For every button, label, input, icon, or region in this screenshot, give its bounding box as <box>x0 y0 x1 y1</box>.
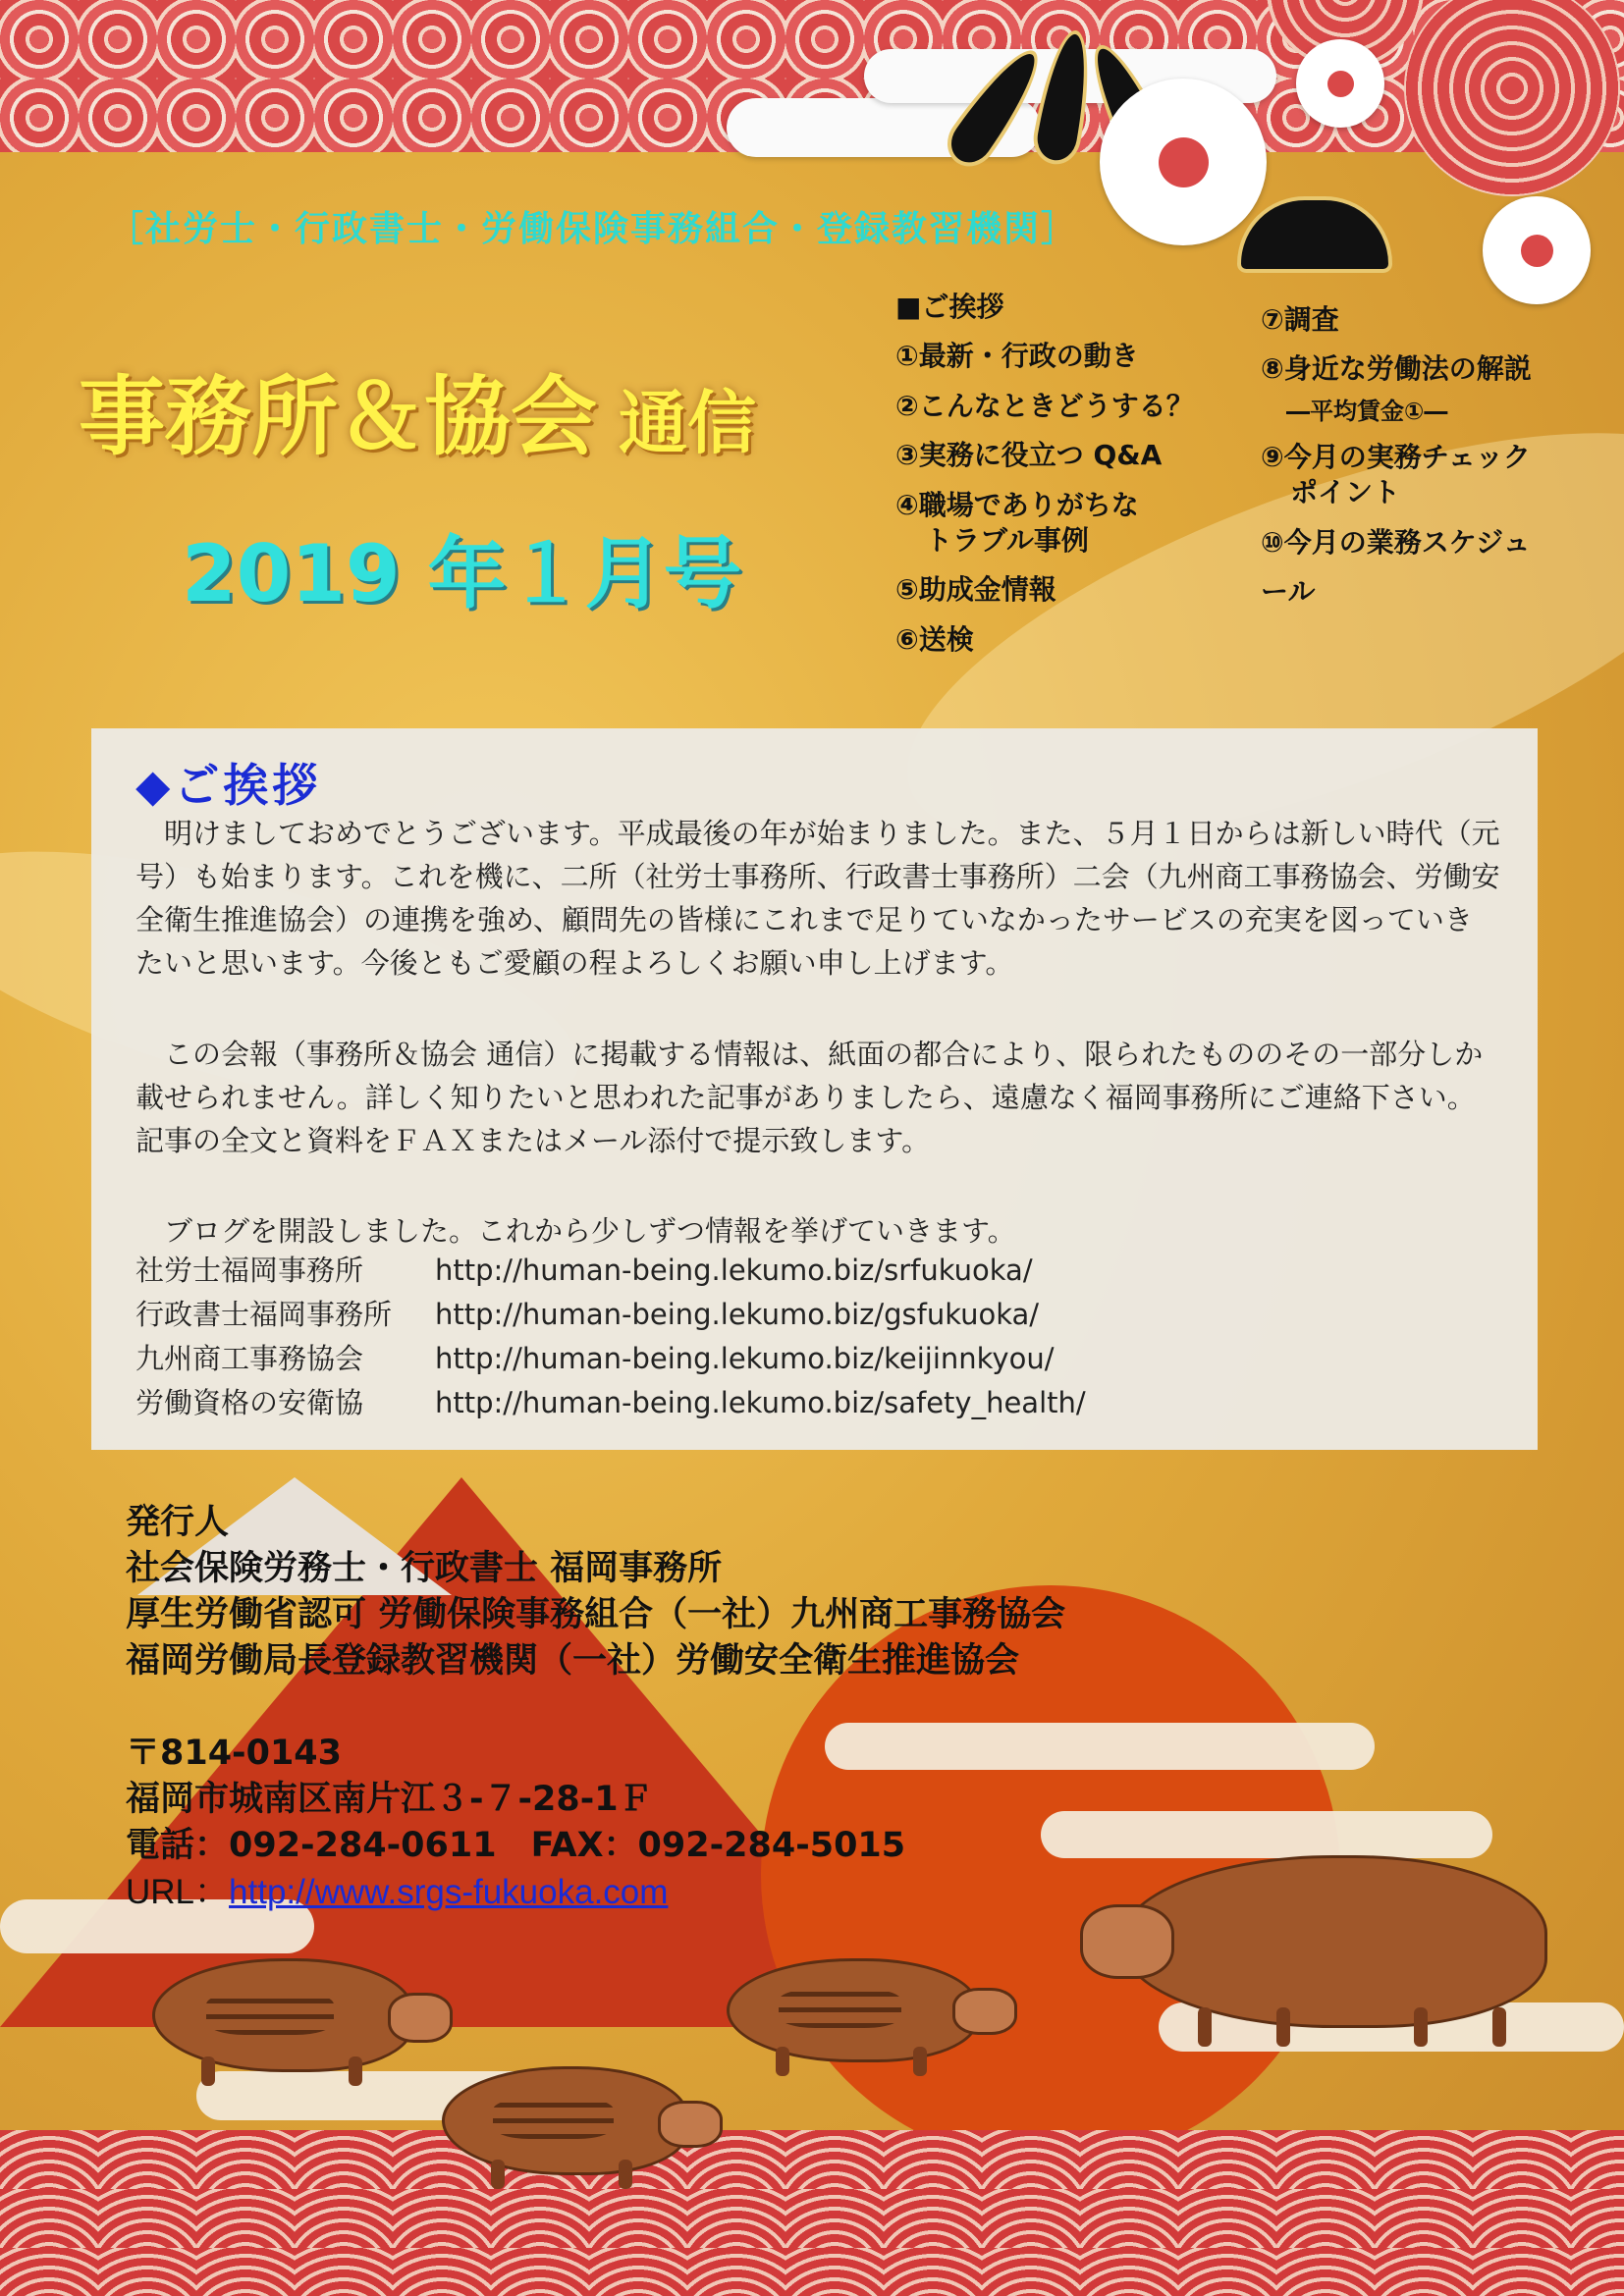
boar-body <box>1119 1855 1547 2028</box>
piglet-snout <box>658 2101 723 2148</box>
toc-item: ⑨今月の実務チェック <box>1261 440 1531 473</box>
blog-url[interactable]: http://human-being.lekumo.biz/gsfukuoka/ <box>435 1298 1040 1331</box>
piglet-leg <box>201 2056 215 2086</box>
piglet-illustration <box>442 2056 736 2199</box>
blog-url[interactable]: http://human-being.lekumo.biz/keijinnkyou/ <box>435 1342 1055 1375</box>
publisher-office: 社会保険労務士・行政書士 福岡事務所 <box>126 1549 723 1588</box>
publisher-training: 福岡労働局長登録教習機関（一社）労働安全衛生推進協会 <box>126 1641 1020 1681</box>
toc-subitem: ―平均賃金①― <box>1286 397 1448 425</box>
piglet-leg <box>491 2160 505 2189</box>
greeting-section <box>91 728 1538 1450</box>
blog-name: 九州商工事務協会 <box>135 1342 364 1375</box>
chrysanthemum-icon <box>1404 0 1620 196</box>
greeting-heading: ◆ご挨拶 <box>135 759 322 812</box>
blog-intro: ブログを開設しました。これから少しずつ情報を挙げていきます。 <box>135 1214 1016 1248</box>
publisher-info <box>126 1500 1065 1915</box>
piglet-body <box>442 2066 688 2175</box>
piglet-leg <box>349 2056 362 2086</box>
boar-leg <box>1414 2007 1428 2047</box>
toc-item-continuation: ール <box>1261 574 1316 608</box>
big-boar-illustration <box>1080 1845 1561 2061</box>
piglet-leg <box>776 2047 789 2076</box>
publisher-association: 厚生労働省認可 労働保険事務組合（一社）九州商工事務協会 <box>126 1595 1066 1634</box>
piglet-illustration <box>727 1949 1031 2086</box>
toc-right-column <box>1261 302 1585 623</box>
boar-leg <box>1198 2007 1212 2047</box>
wave-pattern <box>0 2130 1624 2296</box>
blog-links <box>135 1249 1086 1425</box>
title-main: 事務所＆協会 <box>79 366 598 467</box>
pine-icon <box>1237 196 1392 273</box>
blog-link-row <box>135 1381 1086 1425</box>
publisher-label: 発行人 <box>126 1503 230 1542</box>
blog-name: 行政書士福岡事務所 <box>135 1298 393 1331</box>
boar-leg <box>1276 2007 1290 2047</box>
piglet-snout <box>388 1993 453 2043</box>
toc-item: ③実務に役立つ Q&A <box>895 439 1163 472</box>
toc-left-column <box>895 290 1249 671</box>
piglet-leg <box>619 2160 632 2189</box>
phone-fax: 電話：092-284-0611 FAX：092-284-5015 <box>126 1826 906 1865</box>
piglet-illustration <box>152 1949 466 2096</box>
toc-item: ②こんなときどうする？ <box>895 389 1194 422</box>
blog-name: 労働資格の安衛協 <box>135 1386 364 1419</box>
piglet-leg <box>913 2047 927 2076</box>
toc-item: ⑤助成金情報 <box>895 573 1056 607</box>
toc-item: ⑥送検 <box>895 622 974 656</box>
boar-snout <box>1080 1904 1174 1979</box>
piglet-snout <box>952 1988 1017 2035</box>
title-sub: 通信 <box>619 383 757 463</box>
blog-link-row <box>135 1249 1086 1293</box>
postal-code: 〒814-0143 <box>126 1734 342 1773</box>
toc-item: ⑧身近な労働法の解説 <box>1261 352 1532 386</box>
greeting-paragraph: この会報（事務所＆協会 通信）に掲載する情報は、紙面の都合により、限られたもののその一部分しか載せられません。詳しく知りたいと思われた記事がありましたら、遠慮なく福岡事務所にご連絡下さい。記事の全文と資料をＦＡＸまたはメール添付で提示致します。 <box>135 1038 1484 1157</box>
plum-blossom-icon <box>1100 79 1267 245</box>
plum-blossom-icon <box>1483 196 1591 304</box>
toc-item-continuation: ポイント <box>1290 476 1401 509</box>
issue-date: 2019 年１月号 <box>182 528 742 619</box>
toc-item: ④職場でありがちな <box>895 488 1139 521</box>
toc-item: ■ご挨拶 <box>895 291 1004 323</box>
toc-item: ①最新・行政の動き <box>895 340 1139 373</box>
plum-blossom-icon <box>1296 39 1384 128</box>
url-label: URL： <box>126 1873 230 1911</box>
greeting-paragraph: 明けましておめでとうございます。平成最後の年が始まりました。また、５月１日からは新しい時代（元号）も始まります。これを機に、二所（社労士事務所、行政書士事務所）二会（九州商工事務協会、労働安全衛生推進協会）の連携を強め、顧問先の皆様にこれまで足りていなかったサービスの充実を図っていきたいと思います。今後ともご愛顧の程よろしくお願い申し上げます。 <box>135 817 1500 980</box>
address: 福岡市城南区南片江３-７-28-1Ｆ <box>126 1780 653 1819</box>
blog-name: 社労士福岡事務所 <box>135 1254 364 1287</box>
blog-url[interactable]: http://human-being.lekumo.biz/safety_health/ <box>435 1386 1086 1419</box>
blog-link-row <box>135 1337 1086 1381</box>
blog-url[interactable]: http://human-being.lekumo.biz/srfukuoka/ <box>435 1254 1033 1287</box>
boar-leg <box>1492 2007 1506 2047</box>
blog-link-row <box>135 1293 1086 1337</box>
organization-subtitle: ［社労士・行政書士・労働保険事務組合・登録教習機関］ <box>108 209 1079 249</box>
newsletter-title <box>79 348 756 472</box>
toc-item-continuation: トラブル事例 <box>925 523 1089 557</box>
website-link[interactable]: http://www.srgs-fukuoka.com <box>229 1873 669 1911</box>
toc-item: ⑩今月の業務スケジュ <box>1261 525 1531 559</box>
piglet-body <box>152 1958 413 2072</box>
piglet-body <box>727 1958 978 2062</box>
toc-item: ⑦調査 <box>1261 303 1339 336</box>
website-line <box>126 1869 1065 1915</box>
